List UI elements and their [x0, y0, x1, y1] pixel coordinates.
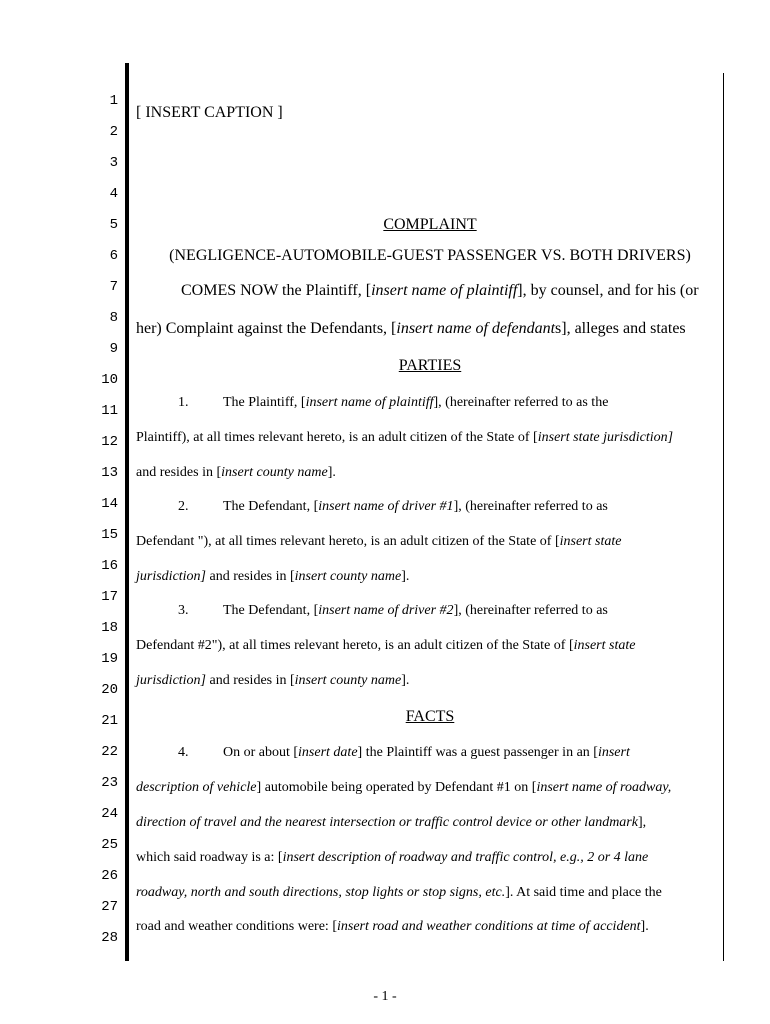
complaint-subheading: (NEGLIGENCE-AUTOMOBILE-GUEST PASSENGER VS. BOTH DRIVERS) [169, 247, 691, 264]
paragraph-number: 4. [178, 745, 189, 760]
line-number: 10 [101, 372, 118, 388]
line-number: 2 [109, 124, 118, 140]
line-number: 7 [109, 279, 118, 295]
paragraph-text: ]. [327, 465, 336, 480]
line-number: 28 [101, 930, 118, 946]
intro-text: ], by counsel, and for his (or [517, 282, 699, 299]
line-number: 8 [109, 310, 118, 326]
complaint-heading [136, 216, 724, 234]
paragraph-3-line-2 [136, 638, 724, 654]
parties-heading [136, 357, 724, 375]
paragraph-text: road and weather conditions were: [ [136, 919, 337, 934]
paragraph-4-line-5 [136, 885, 724, 901]
parties-heading-text: PARTIES [398, 357, 462, 374]
paragraph-text: ], [637, 815, 647, 830]
facts-heading [136, 708, 724, 726]
line-number: 14 [101, 496, 118, 512]
facts-heading-text: FACTS [405, 708, 455, 725]
line-number: 15 [101, 527, 118, 543]
line-number: 3 [109, 155, 118, 171]
line-number: 9 [109, 341, 118, 357]
paragraph-text: ] the Plaintiff was a guest passenger in an [ [357, 745, 598, 760]
paragraph-placeholder: jurisdiction] [136, 673, 207, 688]
line-number: 27 [101, 899, 118, 915]
paragraph-placeholder: insert name of driver #2 [318, 603, 454, 618]
line-number: 18 [101, 620, 118, 636]
paragraph-text: ]. [640, 919, 649, 934]
paragraph-4-line-2 [136, 780, 724, 796]
paragraph-placeholder: insert [597, 745, 630, 760]
paragraph-1-line-2 [136, 430, 724, 446]
paragraph-text: The Defendant, [ [223, 603, 319, 618]
paragraph-3-line-3 [136, 673, 724, 689]
paragraph-number: 3. [178, 603, 189, 618]
line-number: 19 [101, 651, 118, 667]
paragraph-placeholder: insert road and weather conditions at time of accident [336, 919, 641, 934]
intro-text: s], alleges and states [555, 320, 686, 337]
paragraph-placeholder: insert county name [221, 465, 328, 480]
paragraph-text: and resides in [ [136, 465, 222, 480]
paragraph-4-line-4 [136, 850, 724, 866]
line-number: 5 [109, 217, 118, 233]
paragraph-4-line-1 [136, 745, 724, 761]
paragraph-text: ]. [401, 673, 410, 688]
paragraph-text: which said roadway is a: [ [136, 850, 283, 865]
paragraph-text: ], (hereinafter referred to as [453, 499, 608, 514]
paragraph-placeholder: description of vehicle [136, 780, 257, 795]
paragraph-text: ] automobile being operated by Defendant #1 on [ [256, 780, 537, 795]
paragraph-1-line-1 [136, 395, 724, 411]
complaint-heading-text: COMPLAINT [383, 216, 477, 233]
paragraph-text: On or about [ [223, 745, 299, 760]
intro-text: COMES NOW the Plaintiff, [ [181, 282, 372, 299]
line-number: 6 [109, 248, 118, 264]
paragraph-text: ], (hereinafter referred to as [453, 603, 608, 618]
paragraph-text: and resides in [ [206, 569, 295, 584]
paragraph-2-line-3 [136, 569, 724, 585]
paragraph-4-line-3 [136, 815, 724, 831]
line-number: 22 [101, 744, 118, 760]
paragraph-text: Defendant #2"), at all times relevant hereto, is an adult citizen of the State of [ [136, 638, 574, 653]
line-number: 23 [101, 775, 118, 791]
paragraph-placeholder: insert name of plaintiff [305, 395, 434, 410]
line-number: 13 [101, 465, 118, 481]
line-number: 17 [101, 589, 118, 605]
line-number: 24 [101, 806, 118, 822]
intro-placeholder: insert name of defendant [396, 320, 556, 337]
intro-line-2 [136, 320, 724, 338]
paragraph-text: Defendant "), at all times relevant hereto, is an adult citizen of the State of [ [136, 534, 560, 549]
paragraph-1-line-3 [136, 465, 724, 481]
paragraph-2-line-2 [136, 534, 724, 550]
page-number-footer: - 1 - [373, 989, 397, 1004]
paragraph-3-line-1 [136, 603, 724, 619]
paragraph-text: ]. [401, 569, 410, 584]
caption-placeholder: [ INSERT CAPTION ] [136, 104, 283, 121]
paragraph-number: 1. [178, 395, 189, 410]
paragraph-text: The Defendant, [ [223, 499, 319, 514]
paragraph-placeholder: insert name of roadway, [536, 780, 672, 795]
paragraph-placeholder: insert name of driver #1 [318, 499, 454, 514]
line-number: 12 [101, 434, 118, 450]
line-number: 20 [101, 682, 118, 698]
paragraph-placeholder: insert date [298, 745, 358, 760]
intro-placeholder: insert name of plaintiff [371, 282, 518, 299]
line-number: 1 [109, 93, 118, 109]
paragraph-placeholder: roadway, north and south directions, stop lights or stop signs, etc. [136, 885, 506, 900]
line-number: 25 [101, 837, 118, 853]
paragraph-text: ]. At said time and place the [505, 885, 662, 900]
paragraph-number: 2. [178, 499, 189, 514]
intro-line-1 [136, 282, 769, 300]
paragraph-2-line-1 [136, 499, 724, 515]
paragraph-text: ], (hereinafter referred to as the [433, 395, 609, 410]
line-number: 16 [101, 558, 118, 574]
line-number: 26 [101, 868, 118, 884]
line-number: 11 [101, 403, 118, 419]
paragraph-placeholder: insert state [573, 638, 636, 653]
paragraph-placeholder: direction of travel and the nearest intersection or traffic control device or other landmark [136, 815, 638, 830]
intro-text: her) Complaint against the Defendants, [ [136, 320, 397, 337]
paragraph-text: The Plaintiff, [ [223, 395, 306, 410]
paragraph-placeholder: jurisdiction] [136, 569, 207, 584]
paragraph-text: and resides in [ [206, 673, 295, 688]
left-margin-rule [125, 63, 129, 961]
paragraph-placeholder: insert county name [294, 673, 402, 688]
paragraph-placeholder: insert description of roadway and traffic control, e.g., 2 or 4 lane [282, 850, 649, 865]
paragraph-placeholder: insert state jurisdiction] [537, 430, 674, 445]
line-number: 4 [109, 186, 118, 202]
paragraph-4-line-6 [136, 919, 724, 935]
paragraph-placeholder: insert state [559, 534, 622, 549]
line-number: 21 [101, 713, 118, 729]
paragraph-text: Plaintiff), at all times relevant hereto, is an adult citizen of the State of [ [136, 430, 538, 445]
paragraph-placeholder: insert county name [294, 569, 402, 584]
